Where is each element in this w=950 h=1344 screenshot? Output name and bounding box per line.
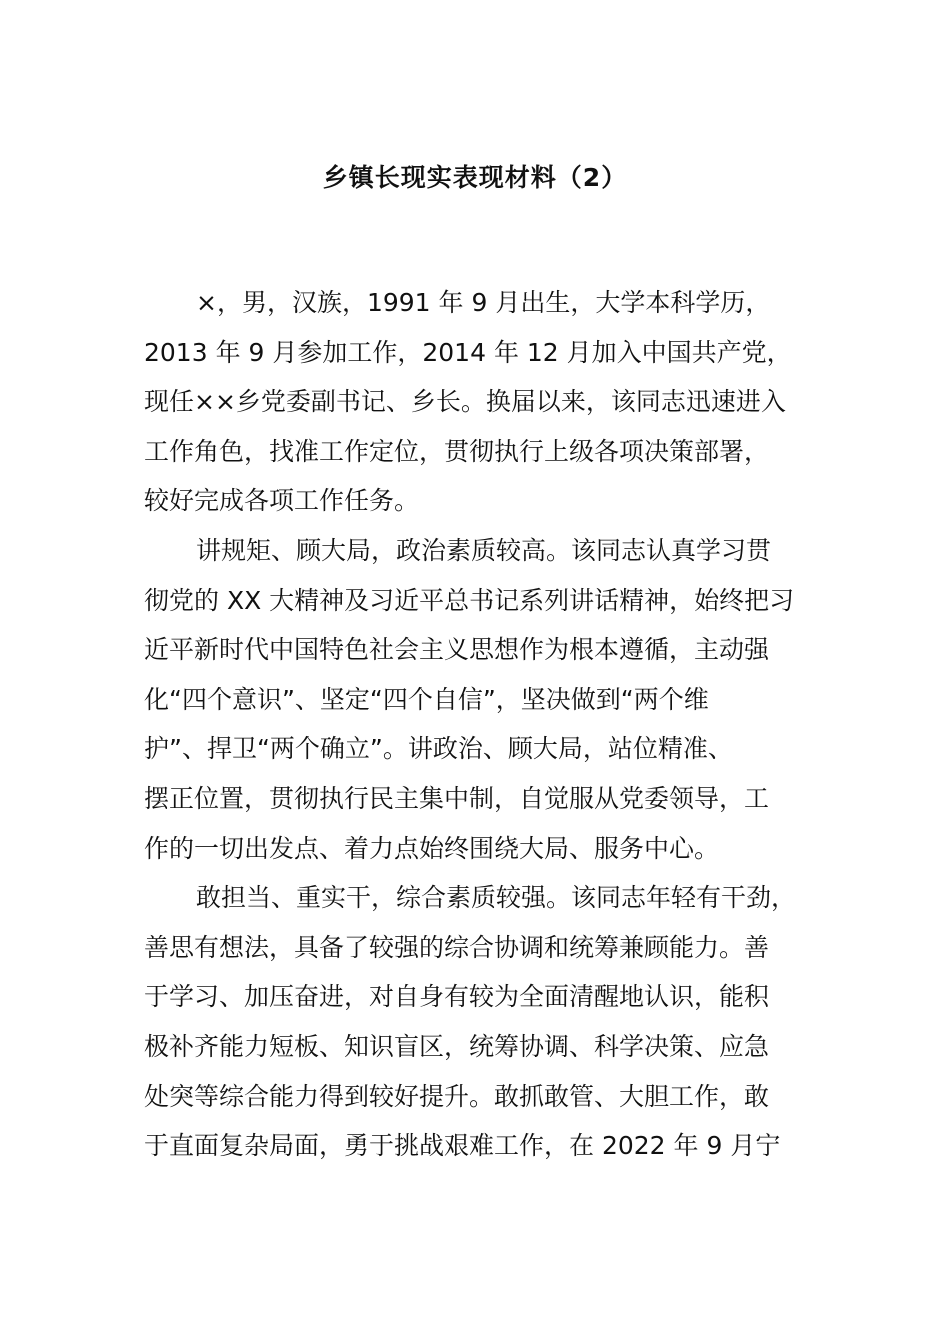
paragraph-1-line-5: 较好完成各项工作任务。: [144, 486, 420, 516]
paragraph-2-line-4: 化“四个意识”、坚定“四个自信”，坚决做到“两个维: [144, 684, 709, 714]
document-body: [144, 278, 834, 1171]
paragraph-1-line-1: ×，男，汉族，1991 年 9 月出生，大学本科学历，: [196, 288, 771, 317]
paragraph-3-line-6: 于直面复杂局面，勇于挑战艰难工作，在 2022 年 9 月宁: [144, 1131, 781, 1161]
paragraph-2-line-3: 近平新时代中国特色社会主义思想作为根本遵循，主动强: [144, 635, 770, 665]
paragraph-2-line-6: 摆正位置，贯彻执行民主集中制，自觉服从党委领导，工: [144, 783, 770, 813]
paragraph-1-line-3: 现任××乡党委副书记、乡长。换届以来，该同志迅速进入: [144, 387, 786, 417]
paragraph-2-line-2: 彻党的 XX 大精神及习近平总书记系列讲话精神，始终把习: [144, 585, 795, 615]
paragraph-3-line-5: 处突等综合能力得到较好提升。敢抓敢管、大胆工作，敢: [144, 1081, 770, 1111]
document-title: 乡镇长现实表现材料（2）: [322, 163, 628, 192]
paragraph-1-line-2: 2013 年 9 月参加工作，2014 年 12 月加入中国共产党，: [144, 337, 792, 367]
paragraph-3-line-2: 善思有想法，具备了较强的综合协调和统筹兼顾能力。善: [144, 932, 770, 962]
paragraph-1-line-4: 工作角色，找准工作定位，贯彻执行上级各项决策部署，: [144, 436, 770, 466]
paragraph-2-line-1: 讲规矩、顾大局，政治素质较高。该同志认真学习贯: [196, 535, 772, 565]
paragraph-3-line-3: 于学习、加压奋进，对自身有较为全面清醒地认识，能积: [144, 982, 770, 1012]
paragraph-2-line-7: 作的一切出发点、着力点始终围绕大局、服务中心。: [144, 833, 720, 863]
paragraph-2-line-5: 护”、捍卫“两个确立”。讲政治、顾大局，站位精准、: [144, 734, 733, 764]
paragraph-3-line-4: 极补齐能力短板、知识盲区，统筹协调、科学决策、应急: [144, 1031, 770, 1061]
paragraph-3-line-1: 敢担当、重实干，综合素质较强。该同志年轻有干劲，: [196, 883, 797, 913]
